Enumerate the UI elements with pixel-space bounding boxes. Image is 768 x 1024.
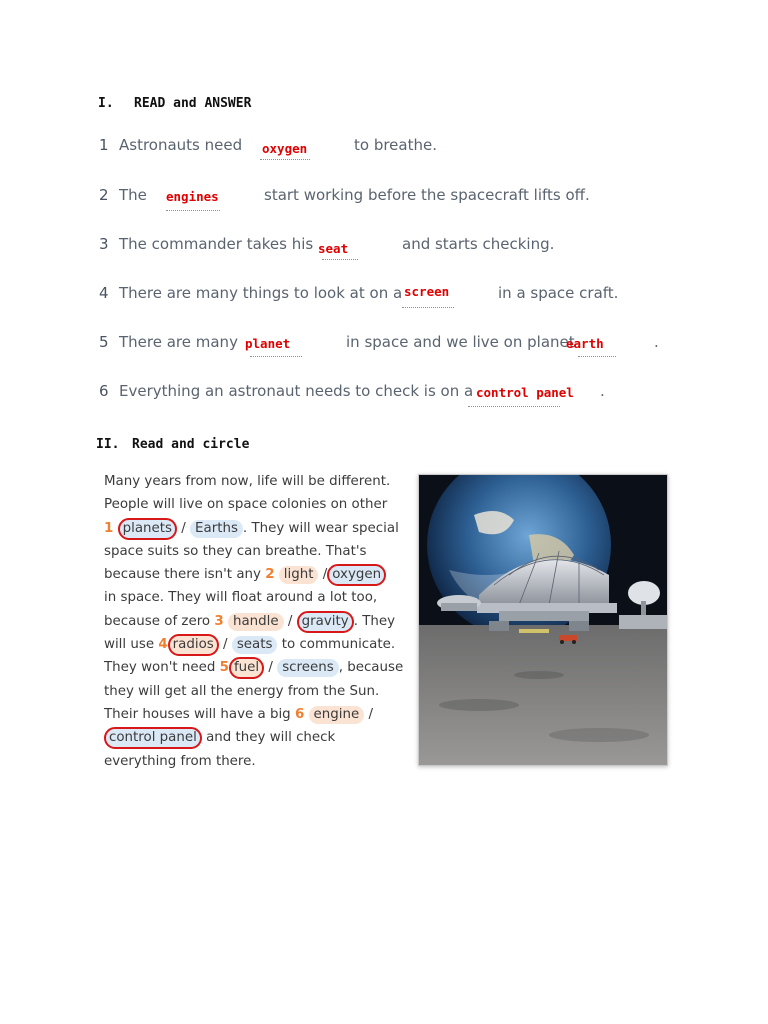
passage-line: in space. They will float around a lot too, [104,590,378,606]
section-2-title: II. Read and circle [96,437,250,452]
passage-line: People will live on space colonies on other [104,497,388,513]
option-screens[interactable]: screens [277,659,339,677]
option-earths[interactable]: Earths [190,520,243,538]
question-2-end: start working before the spacecraft lifts off. [264,186,590,204]
passage-line: will use 4 radios / seats to communicate. [104,633,404,656]
option-handle[interactable]: handle [228,613,284,631]
section-1-title: I. READ and ANSWER [98,96,252,111]
lunar-surface [419,625,667,765]
circled-option-planets[interactable]: planets [118,518,177,540]
passage-line: they will get all the energy from the Sun. [104,683,380,699]
passage-line: They won't need 5 fuel / screens , because [104,656,404,679]
moon-colony-photo [418,474,668,766]
passage-line: space suits so they can breathe. That's [104,543,367,559]
answer-2: engines [166,189,219,204]
option-engine[interactable]: engine [309,706,365,724]
answer-5a: planet [245,336,291,351]
passage-line: everything from there. [104,753,256,769]
question-4-end: in a space craft. [498,284,619,302]
question-6: 6 Everything an astronaut needs to check is on a [99,382,474,400]
answer-3: seat [318,241,349,256]
passage-line: because there isn't any 2 light / oxygen [104,563,404,586]
question-5: 5 There are many [99,333,238,351]
answer-2-blank [166,210,220,211]
question-3: 3 The commander takes his [99,235,314,253]
reading-passage [104,470,404,773]
question-6-end: . [600,382,605,400]
answer-4-blank [402,307,454,308]
option-seats[interactable]: seats [232,636,278,654]
passage-line: Many years from now, life will be different. [104,474,391,489]
answer-5b-blank [578,356,616,357]
option-light[interactable]: light [279,566,319,584]
circled-option-gravity[interactable]: gravity [297,611,354,633]
question-4: 4 There are many things to look at on a [99,284,403,302]
circled-option-radios[interactable]: radios [168,634,219,656]
answer-1: oxygen [262,141,308,156]
answer-6: control panel [476,385,574,400]
answer-5a-blank [250,356,302,357]
circled-option-control-panel[interactable]: control panel [104,727,202,749]
passage-line: 1 planets / Earths . They will wear special [104,517,404,540]
passage-line: control panel and they will check [104,726,404,749]
passage-line: Their houses will have a big 6 engine / [104,706,373,722]
answer-6-blank [468,406,560,407]
answer-1-blank [260,159,310,160]
question-5-middle: in space and we live on planet [346,333,575,351]
question-1: 1 Astronauts need [99,136,243,154]
answer-5b: earth [566,336,604,351]
question-2: 2 The [99,186,147,204]
question-5-end: . [654,333,659,351]
passage-line: because of zero 3 handle / gravity . They [104,610,404,633]
answer-3-blank [322,259,358,260]
moon-colony-illustration [419,475,667,765]
circled-option-oxygen[interactable]: oxygen [327,564,386,586]
question-1-end: to breathe. [354,136,437,154]
circled-option-fuel[interactable]: fuel [229,657,264,679]
question-3-end: and starts checking. [402,235,555,253]
answer-4: screen [404,284,450,299]
